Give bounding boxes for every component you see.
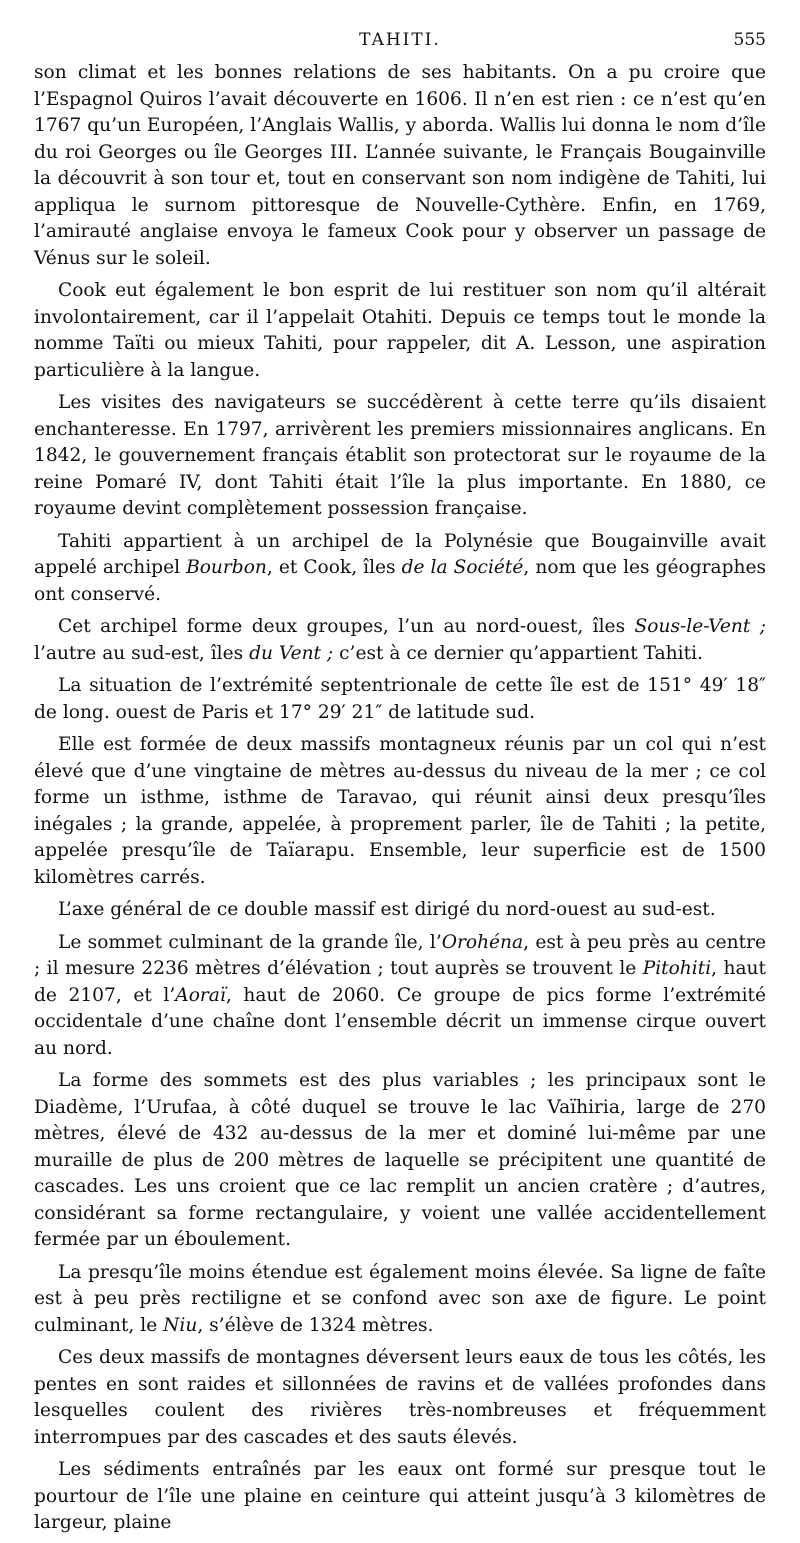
text-run: Le sommet culminant de la grande île, l’ xyxy=(58,931,442,953)
text-run: La presqu’île moins étendue est également moins élevée. Sa ligne de faîte est à peu près rectiligne et se confond avec son axe de figure. Le point culminant, le xyxy=(34,1261,766,1336)
running-head xyxy=(34,30,766,60)
page xyxy=(34,30,766,1543)
paragraph xyxy=(34,614,766,667)
text-run: La forme des sommets est des plus variables ; les principaux sont le Diadème, l’Urufaa, à côté duquel se trouve le lac Vaïhiria, large de 270 mètres, élevé de 432 au-dessus de la mer et dominé lui-même par une muraille de plus de 200 mètres de laquelle se précipitent une quantité de cascades. Les uns croient que ce lac remplit un ancien cratère ; d’autres, considérant sa forme rectangulaire, y voient une vallée accidentellement fermée par un éboulement. xyxy=(34,1070,766,1250)
italic-term: Orohéna xyxy=(441,931,524,953)
text-run: , haut de 2107, et l’ xyxy=(34,958,766,1006)
text-run: l’autre au sud-est, îles xyxy=(34,642,250,664)
paragraph xyxy=(34,390,766,523)
paragraph xyxy=(34,1260,766,1340)
text-run: Cook eut également le bon esprit de lui restituer son nom qu’il altérait involontairement, car il l’appelait Otahiti. Depuis ce temps tout le monde la nomme Taïti ou mieux Tahiti, pour rappeler, dit A. Lesson, une aspiration particulière à la langue. xyxy=(34,280,766,381)
text-run: Elle est formée de deux massifs montagneux réunis par un col qui n’est élevé que d’une vingtaine de mètres au-dessus du niveau de la mer ; ce col forme un isthme, isthme de Taravao, qui réunit ainsi deux presqu’îles inégales ; la grande, appelée, à proprement parler, île de Tahiti ; la petite, appelée presqu’île de Taïarapu. Ensemble, leur superficie est de 1500 kilomètres carrés. xyxy=(34,734,766,888)
italic-term: Sous-le-Vent ; xyxy=(634,616,766,637)
page-number: 555 xyxy=(733,30,766,50)
paragraph xyxy=(34,930,766,1063)
text-run: Tahiti appartient à un archipel de la Polynésie que Bougainville avait appelé archipel xyxy=(34,530,766,578)
italic-term: Pitohiti xyxy=(642,958,712,979)
text-run: , haut de 2060. Ce groupe de pics forme l’extrémité occidentale d’une chaîne dont l’ensemble décrit un immense cirque ouvert au nord. xyxy=(34,984,767,1059)
italic-term: de la Société xyxy=(401,557,524,578)
text-run: , nom que les géographes ont conservé. xyxy=(34,557,767,605)
text-run: , est à peu près au centre ; il mesure 2236 mètres d’élévation ; tout auprès se trouvent le xyxy=(34,931,767,979)
text-run: La situation de l’extrémité septentrionale de cette île est de 151° 49′ 18″ de long. ouest de Paris et 17° 29′ 21″ de latitude sud. xyxy=(34,675,766,723)
text-run: , et Cook, îles xyxy=(266,557,402,578)
italic-term: Aoraï xyxy=(175,984,226,1006)
text-run: Ces deux massifs de montagnes déversent leurs eaux de tous les côtés, les pentes en sont raides et sillonnées de ravins et de vallées profondes dans lesquelles coulent des rivières très-nombreuses et fréquemment interrompues par des cascades et des sauts élevés. xyxy=(34,1347,766,1448)
italic-term: Niu xyxy=(163,1314,198,1336)
text-run: son climat et les bonnes relations de ses habitants. On a pu croire que l’Espagnol Quiros l’avait découverte en 1606. Il n’en est rien : ce n’est qu’en 1767 qu’un Européen, l’Anglais Wallis, y aborda. Wallis lui donna le nom d’île du roi Georges ou île Georges III. L’année suivante, le Français Bougainville la découvrit à son tour et, tout en conservant son nom indigène de Tahiti, lui appliqua le surnom pittoresque de Nouvelle-Cythère. Enfin, en 1769, l’amirauté anglaise envoya le fameux Cook pour y observer un passage de Vénus sur le soleil. xyxy=(34,62,766,269)
paragraph xyxy=(34,897,766,924)
italic-term: du Vent ; xyxy=(249,642,334,664)
text-run: Les sédiments entraînés par les eaux ont formé sur presque tout le pourtour de l’île une plaine en ceinture qui atteint jusqu’à 3 kilomètres de largeur, plaine xyxy=(34,1459,766,1533)
paragraph xyxy=(34,60,766,272)
running-title: TAHITI. xyxy=(359,30,441,50)
text-run: L’axe général de ce double massif est dirigé du nord-ouest au sud-est. xyxy=(58,899,716,920)
paragraph xyxy=(34,1345,766,1451)
paragraph xyxy=(34,278,766,384)
text-run: , s’élève de 1324 mètres. xyxy=(197,1314,434,1336)
text-run: Cet archipel forme deux groupes, l’un au nord-ouest, îles xyxy=(58,616,635,637)
paragraph xyxy=(34,673,766,726)
body-text xyxy=(34,60,766,1537)
text-run: Les visites des navigateurs se succédèrent à cette terre qu’ils disaient enchanteresse. En 1797, arrivèrent les premiers missionnaires anglicans. En 1842, le gouvernement français établit son protectorat sur le royaume de la reine Pomaré IV, dont Tahiti était l’île la plus importante. En 1880, ce royaume devint complètement possession française. xyxy=(34,392,766,519)
paragraph xyxy=(34,1068,766,1254)
paragraph xyxy=(34,1457,766,1537)
paragraph xyxy=(34,529,766,609)
italic-term: Bourbon xyxy=(186,557,267,578)
text-run: c’est à ce dernier qu’appartient Tahiti. xyxy=(333,642,703,664)
paragraph xyxy=(34,732,766,891)
